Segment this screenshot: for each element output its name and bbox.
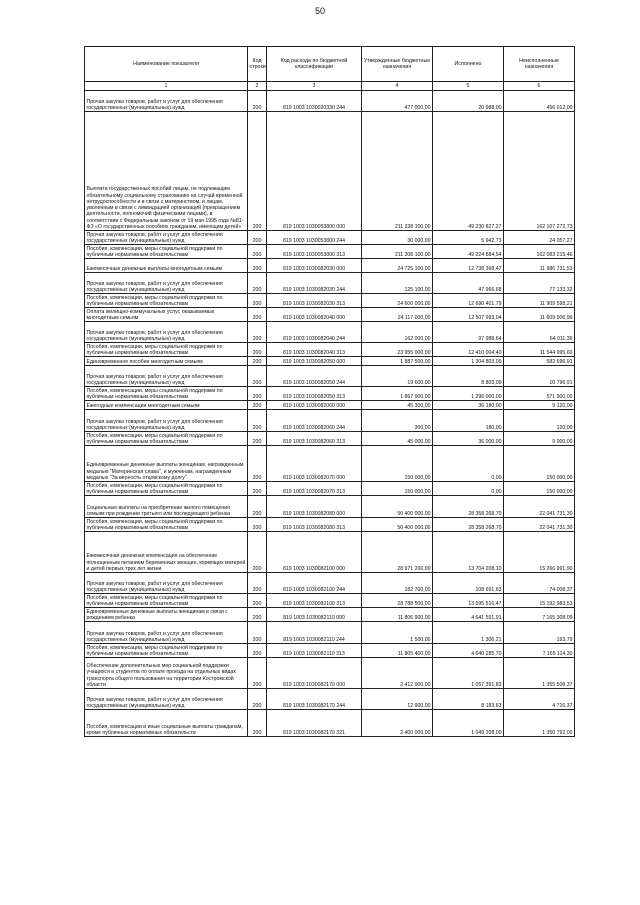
row-approved-amount: 23 955 000,00 (362, 343, 433, 357)
row-line-code: 200 (248, 594, 267, 608)
row-expense-code: 819 1003 1030082080 000 (267, 496, 362, 518)
row-executed-amount: 8 183,63 (433, 689, 504, 710)
table-row (85, 112, 575, 231)
table-row (85, 401, 575, 410)
row-indicator-name: Прочая закупка товаров, работ и услуг для обеспечения государственных (муниципальных) нужд (85, 231, 248, 245)
row-indicator-name: Пособия, компенсации и иные социальные выплаты гражданам, кроме публичных нормативных обязательств (85, 710, 248, 737)
row-approved-amount: 28 788 500,00 (362, 594, 433, 608)
row-unexecuted-amount: 1 350 792,00 (504, 710, 575, 737)
row-approved-amount: 30 000,00 (362, 231, 433, 245)
column-number: 6 (504, 82, 575, 91)
table-row (85, 622, 575, 644)
table-row (85, 573, 575, 594)
row-unexecuted-amount: 11 909 598,21 (504, 294, 575, 308)
row-executed-amount: 4 640 285,70 (433, 644, 504, 658)
table-row (85, 245, 575, 259)
table-row (85, 308, 575, 322)
row-approved-amount: 300,00 (362, 410, 433, 432)
row-executed-amount: 28 358 268,70 (433, 496, 504, 518)
row-unexecuted-amount: 15 266 991,90 (504, 532, 575, 573)
header-executed: Исполнено (433, 47, 504, 82)
row-unexecuted-amount: 64 011,36 (504, 322, 575, 343)
table-row (85, 432, 575, 446)
row-indicator-name: Прочая закупка товаров, работ и услуг для обеспечения государственных (муниципальных) нужд (85, 689, 248, 710)
row-expense-code: 819 1003 1030082050 313 (267, 387, 362, 401)
row-line-code: 200 (248, 357, 267, 366)
row-indicator-name: Ежемесячные денежные выплаты многодетным семьям (85, 259, 248, 273)
row-indicator-name: Оплата жилищно-коммунальных услуг, оказываемых многодетным семьям (85, 308, 248, 322)
table-body (85, 91, 575, 737)
row-approved-amount: 1 500,00 (362, 622, 433, 644)
row-expense-code: 819 1003 1030020330 244 (267, 91, 362, 112)
row-line-code: 200 (248, 658, 267, 689)
column-number: 3 (267, 82, 362, 91)
row-indicator-name: Пособия, компенсации, меры социальной поддержки по публичным нормативным обязательствам (85, 343, 248, 357)
table-row (85, 608, 575, 622)
row-indicator-name: Единовременные денежные выплаты женщинам в связи с рождением ребенка (85, 608, 248, 622)
column-number: 1 (85, 82, 248, 91)
row-approved-amount: 11 805 400,00 (362, 644, 433, 658)
table-row (85, 91, 575, 112)
row-unexecuted-amount: 193,79 (504, 622, 575, 644)
column-number-row (85, 82, 575, 91)
row-unexecuted-amount: 120,00 (504, 410, 575, 432)
header-unexecuted: Неисполненные назначения (504, 47, 575, 82)
row-executed-amount: 4 641 591,91 (433, 608, 504, 622)
row-executed-amount: 13 704 208,10 (433, 532, 504, 573)
row-approved-amount: 11 806 900,00 (362, 608, 433, 622)
table-row (85, 322, 575, 343)
table-row (85, 689, 575, 710)
row-line-code: 200 (248, 410, 267, 432)
row-approved-amount: 12 900,00 (362, 689, 433, 710)
row-indicator-name: Пособия, компенсации, меры социальной поддержки по публичным нормативным обязательствам (85, 594, 248, 608)
row-executed-amount: 1 049 208,00 (433, 710, 504, 737)
row-expense-code: 819 1003 1030082170 000 (267, 658, 362, 689)
row-unexecuted-amount: 9 120,00 (504, 401, 575, 410)
row-approved-amount: 211 308 100,00 (362, 245, 433, 259)
row-expense-code: 819 1003 1030053800 244 (267, 231, 362, 245)
row-expense-code: 819 1003 1030082100 244 (267, 573, 362, 594)
row-approved-amount: 150 000,00 (362, 446, 433, 482)
row-unexecuted-amount: 571 900,00 (504, 387, 575, 401)
row-approved-amount: 211 338 100,00 (362, 112, 433, 231)
row-approved-amount: 182 700,00 (362, 573, 433, 594)
row-line-code: 200 (248, 446, 267, 482)
row-executed-amount: 180,00 (433, 410, 504, 432)
row-unexecuted-amount: 582 696,91 (504, 357, 575, 366)
row-line-code: 200 (248, 245, 267, 259)
row-line-code: 200 (248, 259, 267, 273)
header-expense-code: Код расхода по бюджетной классификации (267, 47, 362, 82)
row-unexecuted-amount: 456 012,00 (504, 91, 575, 112)
row-line-code: 200 (248, 231, 267, 245)
row-expense-code: 819 1003 1030082050 000 (267, 357, 362, 366)
row-indicator-name: Выплата государственных пособий лицам, не подлежащим обязательному социальному страхованию на случай временной нетрудоспособности и в связи с материнством, и лицам, уволенным в связи с ликвидацией организаций (прекращением деятельности, полномочий физическими лицами), в соответствии с Федеральным законом от 19 мая 1995 года №81-ФЗ «О государственных пособиях гражданам, имеющим детей» (85, 112, 248, 231)
row-unexecuted-amount: 15 192 983,53 (504, 594, 575, 608)
row-indicator-name: Прочая закупка товаров, работ и услуг для обеспечения государственных (муниципальных) нужд (85, 410, 248, 432)
row-line-code: 200 (248, 496, 267, 518)
row-expense-code: 819 1003 1030082110 000 (267, 608, 362, 622)
row-line-code: 200 (248, 322, 267, 343)
row-unexecuted-amount: 7 165 308,09 (504, 608, 575, 622)
row-line-code: 200 (248, 432, 267, 446)
row-executed-amount: 1 057 391,83 (433, 658, 504, 689)
row-indicator-name: Пособия, компенсации, меры социальной поддержки по публичным нормативным обязательствам (85, 644, 248, 658)
row-approved-amount: 150 000,00 (362, 482, 433, 496)
row-executed-amount: 12 738 368,47 (433, 259, 504, 273)
row-executed-amount: 8 803,09 (433, 366, 504, 387)
row-expense-code: 819 1003 1030082100 313 (267, 594, 362, 608)
row-expense-code: 819 1003 1030082110 244 (267, 622, 362, 644)
row-indicator-name: Ежемесячная денежная компенсация на обеспечение полноценным питанием беременных женщин, кормящих матерей и детей первых трех лет жизни (85, 532, 248, 573)
table-row (85, 594, 575, 608)
row-executed-amount: 12 690 401,79 (433, 294, 504, 308)
row-line-code: 200 (248, 532, 267, 573)
page-number: 50 (314, 6, 325, 16)
row-indicator-name: Прочая закупка товаров, работ и услуг для обеспечения государственных (муниципальных) нужд (85, 322, 248, 343)
row-approved-amount: 24 600 000,00 (362, 294, 433, 308)
row-executed-amount: 1 306,21 (433, 622, 504, 644)
row-indicator-name: Социальные выплаты на приобретение жилого помещения семьям при рождении третьего или последующего ребенка (85, 496, 248, 518)
row-unexecuted-amount: 150 000,00 (504, 482, 575, 496)
row-executed-amount: 13 595 516,47 (433, 594, 504, 608)
row-expense-code: 819 1003 1030082040 244 (267, 322, 362, 343)
row-approved-amount: 1 887 500,00 (362, 357, 433, 366)
row-line-code: 200 (248, 294, 267, 308)
row-line-code: 200 (248, 518, 267, 532)
row-unexecuted-amount: 162 107 272,73 (504, 112, 575, 231)
row-indicator-name: Прочая закупка товаров, работ и услуг для обеспечения государственных (муниципальных) нужд (85, 366, 248, 387)
row-executed-amount: 20 988,00 (433, 91, 504, 112)
row-line-code: 200 (248, 482, 267, 496)
row-indicator-name: Ежегодные компенсации многодетным семьям (85, 401, 248, 410)
table-header-row (85, 47, 575, 82)
row-approved-amount: 2 400 000,00 (362, 710, 433, 737)
row-executed-amount: 36 180,00 (433, 401, 504, 410)
row-line-code: 200 (248, 710, 267, 737)
row-executed-amount: 49 230 827,27 (433, 112, 504, 231)
row-line-code: 200 (248, 387, 267, 401)
row-approved-amount: 50 400 000,00 (362, 496, 433, 518)
row-indicator-name: Прочая закупка товаров, работ и услуг для обеспечения государственных (муниципальных) нужд (85, 273, 248, 294)
row-unexecuted-amount: 7 165 114,30 (504, 644, 575, 658)
row-expense-code: 819 1003 1030082070 313 (267, 482, 362, 496)
row-expense-code: 819 1003 1030082040 000 (267, 308, 362, 322)
row-expense-code: 819 1003 1030082030 313 (267, 294, 362, 308)
row-indicator-name: Пособия, компенсации, меры социальной поддержки по публичным нормативным обязательствам (85, 482, 248, 496)
row-expense-code: 819 1003 1030082060 244 (267, 410, 362, 432)
column-number: 4 (362, 82, 433, 91)
table-row (85, 366, 575, 387)
row-executed-amount: 36 000,00 (433, 432, 504, 446)
row-expense-code: 819 1003 1030082070 000 (267, 446, 362, 482)
table-row (85, 446, 575, 482)
table-row (85, 273, 575, 294)
row-executed-amount: 12 410 004,40 (433, 343, 504, 357)
row-executed-amount: 0,00 (433, 482, 504, 496)
table-row (85, 644, 575, 658)
row-expense-code: 819 1003 1030082040 313 (267, 343, 362, 357)
row-approved-amount: 1 867 900,00 (362, 387, 433, 401)
row-expense-code: 819 1003 1030082170 321 (267, 710, 362, 737)
row-approved-amount: 477 000,00 (362, 91, 433, 112)
header-indicator-name: Наименование показателя (85, 47, 248, 82)
table-row (85, 518, 575, 532)
row-indicator-name: Пособия, компенсации, меры социальной поддержки по публичным нормативным обязательствам (85, 245, 248, 259)
table-row (85, 532, 575, 573)
row-unexecuted-amount: 11 544 995,60 (504, 343, 575, 357)
row-unexecuted-amount: 162 083 215,46 (504, 245, 575, 259)
row-approved-amount: 50 400 000,00 (362, 518, 433, 532)
row-expense-code: 819 1003 1030082030 000 (267, 259, 362, 273)
table-row (85, 482, 575, 496)
row-unexecuted-amount: 77 133,32 (504, 273, 575, 294)
row-line-code: 200 (248, 644, 267, 658)
row-indicator-name: Прочая закупка товаров, работ и услуг для обеспечения государственных (муниципальных) нужд (85, 573, 248, 594)
row-expense-code: 819 1003 1030082050 244 (267, 366, 362, 387)
budget-execution-table (84, 46, 575, 737)
row-indicator-name: Единовременное пособие многодетным семьям (85, 357, 248, 366)
row-approved-amount: 45 300,00 (362, 401, 433, 410)
row-approved-amount: 24 117 000,00 (362, 308, 433, 322)
row-unexecuted-amount: 9 000,00 (504, 432, 575, 446)
row-unexecuted-amount: 11 609 006,96 (504, 308, 575, 322)
row-unexecuted-amount: 74 008,37 (504, 573, 575, 594)
table-row (85, 357, 575, 366)
row-expense-code: 819 1003 1030082110 313 (267, 644, 362, 658)
table-row (85, 259, 575, 273)
row-approved-amount: 2 412 900,00 (362, 658, 433, 689)
row-expense-code: 819 1003 1030082100 000 (267, 532, 362, 573)
row-approved-amount: 45 000,00 (362, 432, 433, 446)
row-unexecuted-amount: 4 716,37 (504, 689, 575, 710)
row-expense-code: 819 1003 1030082080 313 (267, 518, 362, 532)
row-expense-code: 819 1003 1030082060 313 (267, 432, 362, 446)
table-row (85, 496, 575, 518)
table-row (85, 343, 575, 357)
row-executed-amount: 47 966,68 (433, 273, 504, 294)
row-executed-amount: 5 942,73 (433, 231, 504, 245)
row-indicator-name: Прочая закупка товаров, работ и услуг для обеспечения государственных (муниципальных) нужд (85, 91, 248, 112)
row-executed-amount: 1 304 803,09 (433, 357, 504, 366)
column-number: 5 (433, 82, 504, 91)
row-unexecuted-amount: 22 041 731,30 (504, 518, 575, 532)
row-line-code: 200 (248, 689, 267, 710)
table-row (85, 294, 575, 308)
row-indicator-name: Пособия, компенсации, меры социальной поддержки по публичным нормативным обязательствам (85, 387, 248, 401)
column-number: 2 (248, 82, 267, 91)
row-approved-amount: 28 971 200,00 (362, 532, 433, 573)
table-row (85, 658, 575, 689)
row-line-code: 200 (248, 573, 267, 594)
table-row (85, 710, 575, 737)
row-expense-code: 819 1003 1030082030 244 (267, 273, 362, 294)
row-unexecuted-amount: 11 986 731,53 (504, 259, 575, 273)
row-indicator-name: Пособия, компенсации, меры социальной поддержки по публичным нормативным обязательствам (85, 518, 248, 532)
row-indicator-name: Единовременные денежные выплаты женщинам, награжденным медалью "Материнская слава", и мужчинам, награжденным медалью "За верность отцовскому долгу" (85, 446, 248, 482)
row-executed-amount: 49 224 884,54 (433, 245, 504, 259)
row-expense-code: 819 1003 1030082170 244 (267, 689, 362, 710)
row-line-code: 200 (248, 622, 267, 644)
row-unexecuted-amount: 150 000,00 (504, 446, 575, 482)
row-unexecuted-amount: 22 041 731,30 (504, 496, 575, 518)
table-row (85, 410, 575, 432)
row-unexecuted-amount: 10 796,91 (504, 366, 575, 387)
table-row (85, 387, 575, 401)
row-line-code: 200 (248, 608, 267, 622)
row-executed-amount: 0,00 (433, 446, 504, 482)
row-indicator-name: Обеспечение дополнительных мер социальной поддержки учащихся и студентов по оплате проезда на отдельных видах транспорта общего пользования на территории Костромской области (85, 658, 248, 689)
row-line-code: 200 (248, 112, 267, 231)
row-executed-amount: 28 358 268,70 (433, 518, 504, 532)
row-expense-code: 819 1003 1030053800 000 (267, 112, 362, 231)
row-approved-amount: 19 600,00 (362, 366, 433, 387)
row-unexecuted-amount: 1 355 508,37 (504, 658, 575, 689)
row-line-code: 200 (248, 401, 267, 410)
row-indicator-name: Прочая закупка товаров, работ и услуг для обеспечения государственных (муниципальных) нужд (85, 622, 248, 644)
row-approved-amount: 24 725 100,00 (362, 259, 433, 273)
row-executed-amount: 12 507 993,04 (433, 308, 504, 322)
row-executed-amount: 108 691,63 (433, 573, 504, 594)
row-indicator-name: Пособия, компенсации, меры социальной поддержки по публичным нормативным обязательствам (85, 294, 248, 308)
row-approved-amount: 125 100,00 (362, 273, 433, 294)
row-line-code: 200 (248, 308, 267, 322)
row-executed-amount: 97 988,64 (433, 322, 504, 343)
row-unexecuted-amount: 24 057,27 (504, 231, 575, 245)
row-line-code: 200 (248, 343, 267, 357)
row-expense-code: 819 1003 1030082060 000 (267, 401, 362, 410)
header-line-code: Код строки (248, 47, 267, 82)
row-line-code: 200 (248, 91, 267, 112)
row-approved-amount: 162 000,00 (362, 322, 433, 343)
table-row (85, 231, 575, 245)
row-line-code: 200 (248, 366, 267, 387)
header-approved: Утвержденные бюджетные назначения (362, 47, 433, 82)
row-executed-amount: 1 296 000,00 (433, 387, 504, 401)
row-line-code: 200 (248, 273, 267, 294)
row-expense-code: 819 1003 1030053800 313 (267, 245, 362, 259)
row-indicator-name: Пособия, компенсации, меры социальной поддержки по публичным нормативным обязательствам (85, 432, 248, 446)
